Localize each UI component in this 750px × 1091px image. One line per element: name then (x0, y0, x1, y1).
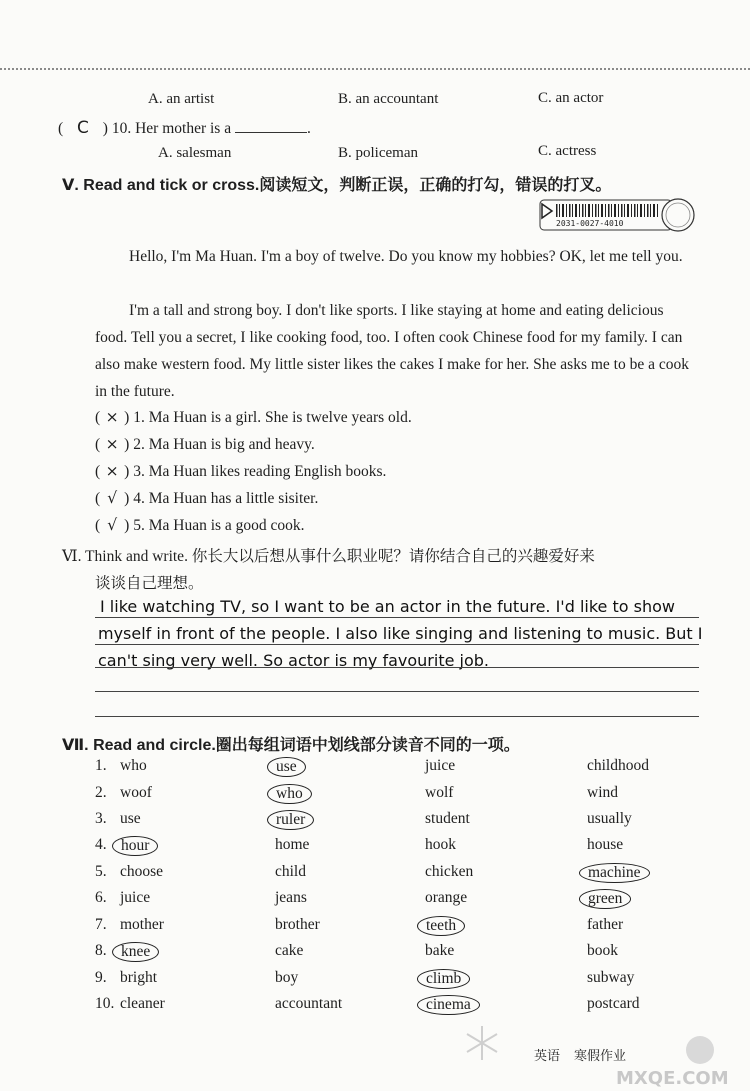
word-option (587, 757, 649, 775)
word-text: wolf (425, 784, 454, 801)
word-option (120, 810, 141, 828)
item-text: 5. Ma Huan is a good cook. (133, 517, 305, 534)
question-stem: 10. Her mother is a (111, 120, 232, 137)
word-text: chicken (425, 863, 474, 880)
section-6-title: Ⅵ. Think and write. 你长大以后想从事什么职业呢？请你结合自己的兴趣爱好来 (62, 548, 595, 565)
word-text: use (267, 757, 306, 777)
circled-word (267, 810, 314, 830)
word-option (275, 995, 342, 1013)
word-option (120, 889, 150, 907)
writing-line (95, 667, 699, 668)
word-option (587, 810, 632, 828)
dotted-divider (0, 68, 750, 70)
handwritten-answer: C (77, 118, 89, 138)
option-a-q9: A. an artist (148, 91, 215, 107)
word-text: cleaner (120, 995, 165, 1012)
cross-mark: × (105, 435, 119, 453)
barcode-number: 2031-0027-4010 (556, 219, 624, 228)
word-text: machine (579, 863, 650, 883)
word-text: woof (120, 784, 152, 801)
word-text: student (425, 810, 470, 827)
tick-cross-item-4: ( √ ) 4. Ma Huan has a little sisiter. (95, 489, 319, 507)
tick-cross-item-5: ( √ ) 5. Ma Huan is a good cook. (95, 516, 305, 534)
word-option (587, 836, 623, 854)
word-text: juice (425, 757, 456, 774)
word-option (120, 784, 152, 802)
option-b-q9: B. an accountant (338, 91, 439, 107)
word-text: jeans (275, 889, 307, 906)
option-c-q9: C. an actor (538, 90, 604, 106)
word-option (275, 889, 307, 907)
passage-paragraph-2: I'm a tall and strong boy. I don't like sports. I like staying at home and eating delicious food. Tell you a secret, I like cooking food, too. I often cook Chinese food for my family. I can also make western food. My little sister likes the cakes I make for her. She asks me to be a cook in the future. (95, 302, 690, 400)
tick-mark: √ (107, 516, 118, 534)
circled-word (267, 784, 312, 804)
circled-word (112, 942, 159, 962)
row-number: 5. (95, 863, 107, 880)
word-text: knee (112, 942, 159, 962)
word-text: who (120, 757, 147, 774)
word-option (587, 995, 640, 1013)
writing-line (95, 716, 699, 717)
question-end: . (306, 120, 311, 137)
row-number: 6. (95, 889, 107, 906)
row-number: 4. (95, 836, 107, 853)
word-text: postcard (587, 995, 640, 1012)
circled-word (112, 836, 158, 856)
word-text: subway (587, 969, 635, 986)
handwritten-answer-line-1: I like watching TV, so I want to be an actor in the future. I'd like to show (100, 597, 675, 616)
audio-barcode (538, 197, 696, 233)
word-text: bright (120, 969, 158, 986)
option-a-q10: A. salesman (158, 145, 232, 161)
snowflake-icon (462, 1023, 502, 1063)
option-b-q10: B. policeman (338, 145, 418, 161)
row-number: 1. (95, 757, 107, 774)
row-number: 2. (95, 784, 107, 801)
word-text: book (587, 942, 618, 959)
word-option (587, 784, 618, 802)
word-option (120, 969, 157, 987)
word-option (275, 942, 303, 960)
question-10 (58, 118, 311, 138)
circled-word (267, 757, 306, 777)
word-text: childhood (587, 757, 649, 774)
section-7-title: Ⅶ. Read and circle.圈出每组词语中划线部分读音不同的一项。 (62, 737, 520, 754)
word-text: wind (587, 784, 618, 801)
word-option (120, 995, 165, 1013)
item-text: 2. Ma Huan is big and heavy. (133, 436, 315, 453)
word-option (425, 810, 470, 828)
circled-word (579, 889, 631, 909)
word-option (120, 863, 163, 881)
section-6-title-line2: 谈谈自己理想。 (95, 575, 204, 592)
word-text: brother (275, 916, 320, 933)
row-number: 7. (95, 916, 107, 933)
tick-cross-item-3: ( × ) 3. Ma Huan likes reading English books. (95, 462, 387, 480)
word-text: use (120, 810, 141, 827)
item-text: 4. Ma Huan has a little sisiter. (133, 490, 319, 507)
word-option (275, 863, 306, 881)
section-5-title: Ⅴ. Read and tick or cross.阅读短文，判断正误，正确的打勾，错误的打叉。 (62, 177, 612, 194)
option-c-q10: C. actress (538, 143, 597, 159)
circled-word (417, 969, 470, 989)
word-text: orange (425, 889, 468, 906)
paren-close: ) (102, 120, 108, 137)
row-number: 10. (95, 995, 115, 1012)
word-option (275, 969, 298, 987)
tick-cross-item-1: ( × ) 1. Ma Huan is a girl. She is twelve years old. (95, 408, 412, 426)
word-option (275, 836, 309, 854)
writing-line (95, 644, 699, 645)
tick-mark: √ (107, 489, 118, 507)
word-option (425, 942, 454, 960)
word-option (425, 784, 453, 802)
item-text: 3. Ma Huan likes reading English books. (133, 463, 387, 480)
word-text: home (275, 836, 310, 853)
cross-mark: × (105, 408, 119, 426)
passage-paragraph-1: Hello, I'm Ma Huan. I'm a boy of twelve. Do you know my hobbies? OK, let me tell you. (129, 248, 683, 265)
footer-book-title: 寒假作业 (574, 1049, 627, 1064)
word-text: cake (275, 942, 304, 959)
word-text: climb (417, 969, 470, 989)
word-option (587, 916, 623, 934)
footer-subject: 英语 (534, 1049, 561, 1064)
tick-cross-item-2: ( × ) 2. Ma Huan is big and heavy. (95, 435, 315, 453)
word-text: boy (275, 969, 299, 986)
word-option (587, 942, 618, 960)
word-text: cinema (417, 995, 480, 1015)
word-option (425, 889, 467, 907)
word-option (120, 916, 164, 934)
handwritten-answer-line-2: myself in front of the people. I also like singing and listening to music. But I (98, 624, 703, 643)
word-text: teeth (417, 916, 465, 936)
word-text: accountant (275, 995, 343, 1012)
watermark: MXQE.COM (616, 1068, 729, 1089)
word-option (425, 863, 473, 881)
circled-word (417, 916, 465, 936)
row-number: 9. (95, 969, 107, 986)
word-text: hook (425, 836, 456, 853)
paren-open: ( (58, 120, 64, 137)
page-number-badge (686, 1036, 714, 1064)
word-option (425, 757, 455, 775)
answer-blank (235, 120, 307, 133)
word-text: house (587, 836, 624, 853)
word-option (425, 836, 456, 854)
word-option (275, 916, 320, 934)
word-text: juice (120, 889, 151, 906)
word-text: hour (112, 836, 158, 856)
writing-line (95, 691, 699, 692)
word-text: father (587, 916, 624, 933)
word-option (120, 757, 147, 775)
writing-line (95, 617, 699, 618)
word-text: ruler (267, 810, 314, 830)
circled-word (417, 995, 480, 1015)
word-text: bake (425, 942, 455, 959)
handwritten-answer-line-3: can't sing very well. So actor is my favourite job. (98, 651, 490, 670)
row-number: 8. (95, 942, 107, 959)
cross-mark: × (105, 462, 119, 480)
word-text: choose (120, 863, 164, 880)
word-text: usually (587, 810, 632, 827)
row-number: 3. (95, 810, 107, 827)
circled-word (579, 863, 650, 883)
word-text: child (275, 863, 306, 880)
word-text: mother (120, 916, 164, 933)
word-text: green (579, 889, 631, 909)
word-text: who (267, 784, 312, 804)
word-option (587, 969, 634, 987)
item-text: 1. Ma Huan is a girl. She is twelve years old. (133, 409, 412, 426)
